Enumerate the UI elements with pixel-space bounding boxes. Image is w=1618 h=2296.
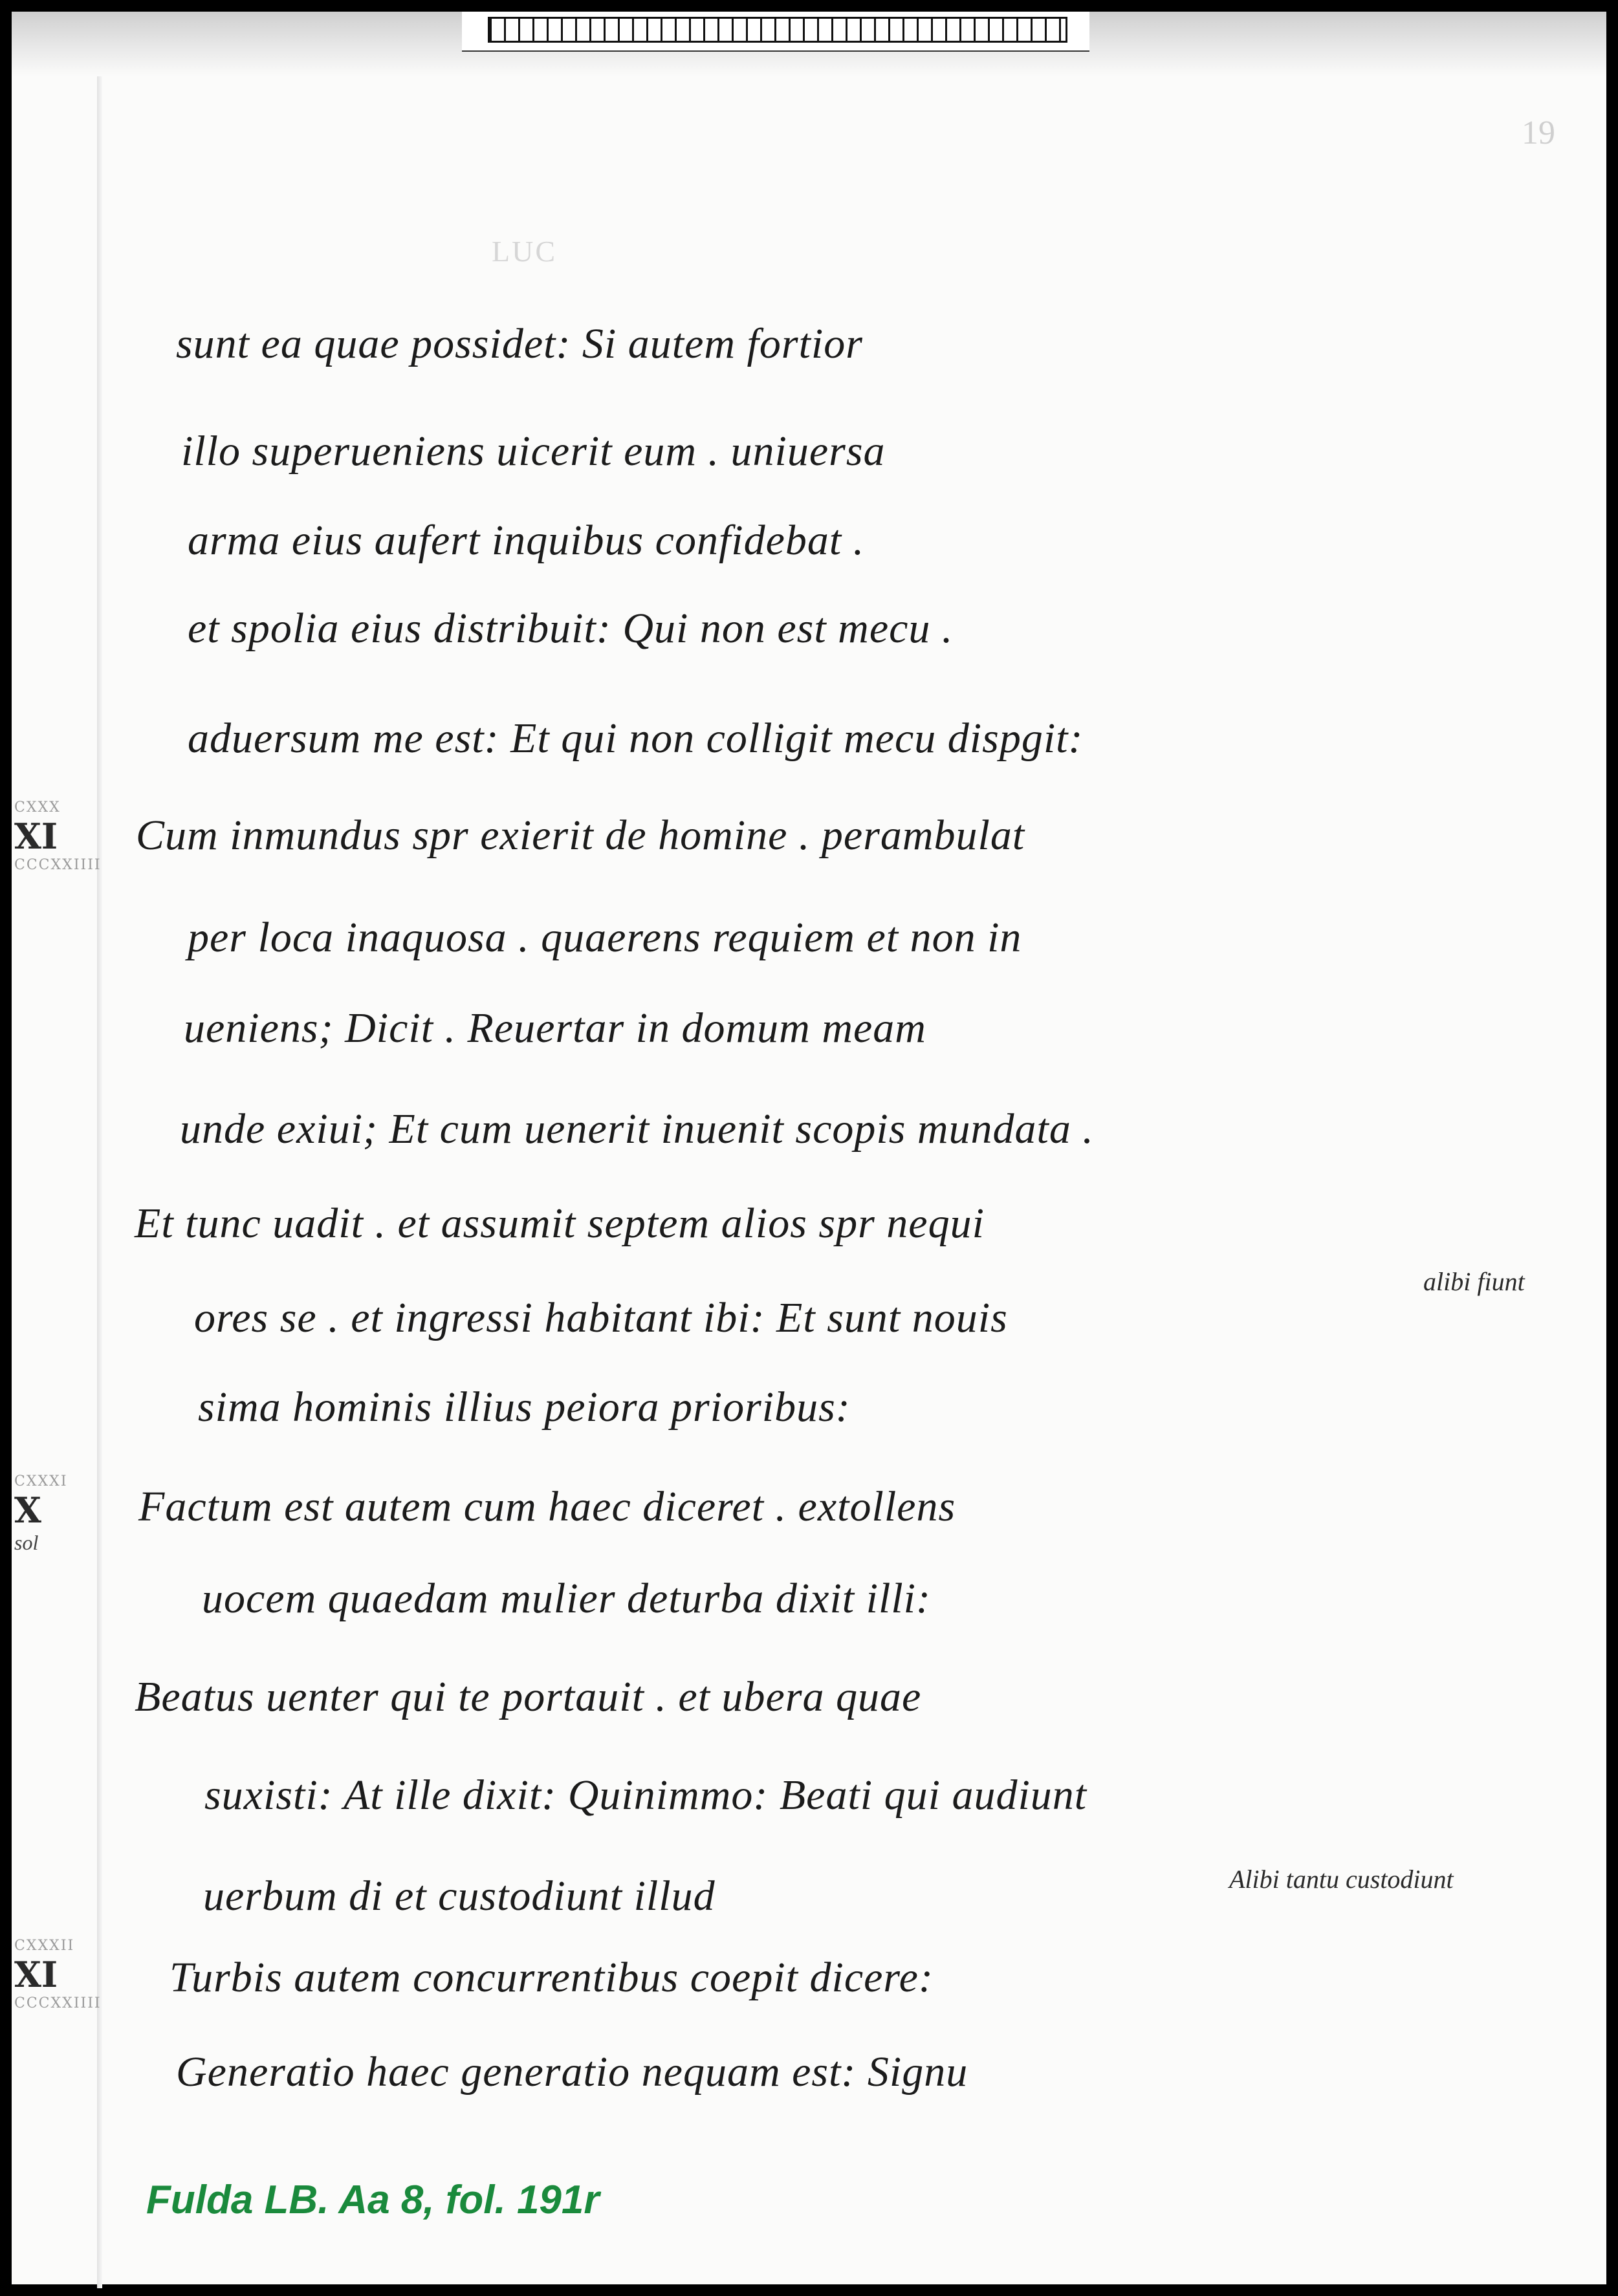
canon-note: sol [14,1531,39,1554]
text-line: ores se . et ingressi habitant ibi: Et sunt nouis [194,1294,1008,1341]
canon-mark [14,1473,68,1555]
text-line: illo superueniens uicerit eum . uniuersa [181,428,886,475]
canon-section-mark: XI [14,816,58,857]
canon-number-top: CXXXII [14,1938,75,1954]
margin-gloss: alibi fiunt [1423,1267,1525,1296]
ruler-scale-bar [488,17,1067,43]
canon-mark [14,799,102,873]
canon-section-mark: XI [14,1954,58,1995]
text-line: Generatio haec generatio nequam est: Signu [176,2048,968,2096]
text-line: arma eius aufert inquibus confidebat . [188,517,865,564]
running-head: LUC [492,235,557,268]
text-line: sima hominis illius peiora prioribus: [198,1383,851,1431]
text-line: sunt ea quae possidet: Si autem fortior [176,320,863,367]
shelfmark-annotation: Fulda LB. Aa 8, fol. 191r [146,2178,600,2222]
canon-number-bottom: CCCXXIIII [14,857,102,873]
text-line: Beatus uenter qui te portauit . et ubera quae [135,1673,922,1720]
text-line: Et tunc uadit . et assumit septem alios spr nequi [135,1200,985,1247]
text-line: Factum est autem cum haec diceret . extollens [138,1483,956,1530]
scale-ruler [462,12,1089,52]
text-line: uerbum di et custodiunt illud [203,1872,716,1920]
text-line: aduersum me est: Et qui non colligit mecu dispgit: [188,715,1084,762]
text-line: ueniens; Dicit . Reuertar in domum meam [184,1004,926,1052]
text-line: unde exiui; Et cum uenerit inuenit scopis mundata . [180,1105,1094,1153]
margin-gloss: Alibi tantu custodiunt [1229,1865,1454,1894]
text-line: uocem quaedam mulier deturba dixit illi: [202,1575,931,1622]
canon-number-top: CXXXI [14,1473,68,1489]
text-line: et spolia eius distribuit: Qui non est mecu . [188,605,954,652]
canon-section-mark: X [14,1489,41,1531]
canon-mark [14,1938,102,2011]
text-line: suxisti: At ille dixit: Quinimmo: Beati qui audiunt [204,1771,1088,1819]
canon-number-bottom: CCCXXIIII [14,1995,102,2011]
text-line: Cum inmundus spr exierit de homine . perambulat [136,812,1025,859]
folio-number: 19 [1522,114,1555,151]
canon-number-top: CXXX [14,799,61,816]
text-line: per loca inaquosa . quaerens requiem et non in [188,914,1022,961]
text-line: Turbis autem concurrentibus coepit dicere: [169,1954,934,2001]
